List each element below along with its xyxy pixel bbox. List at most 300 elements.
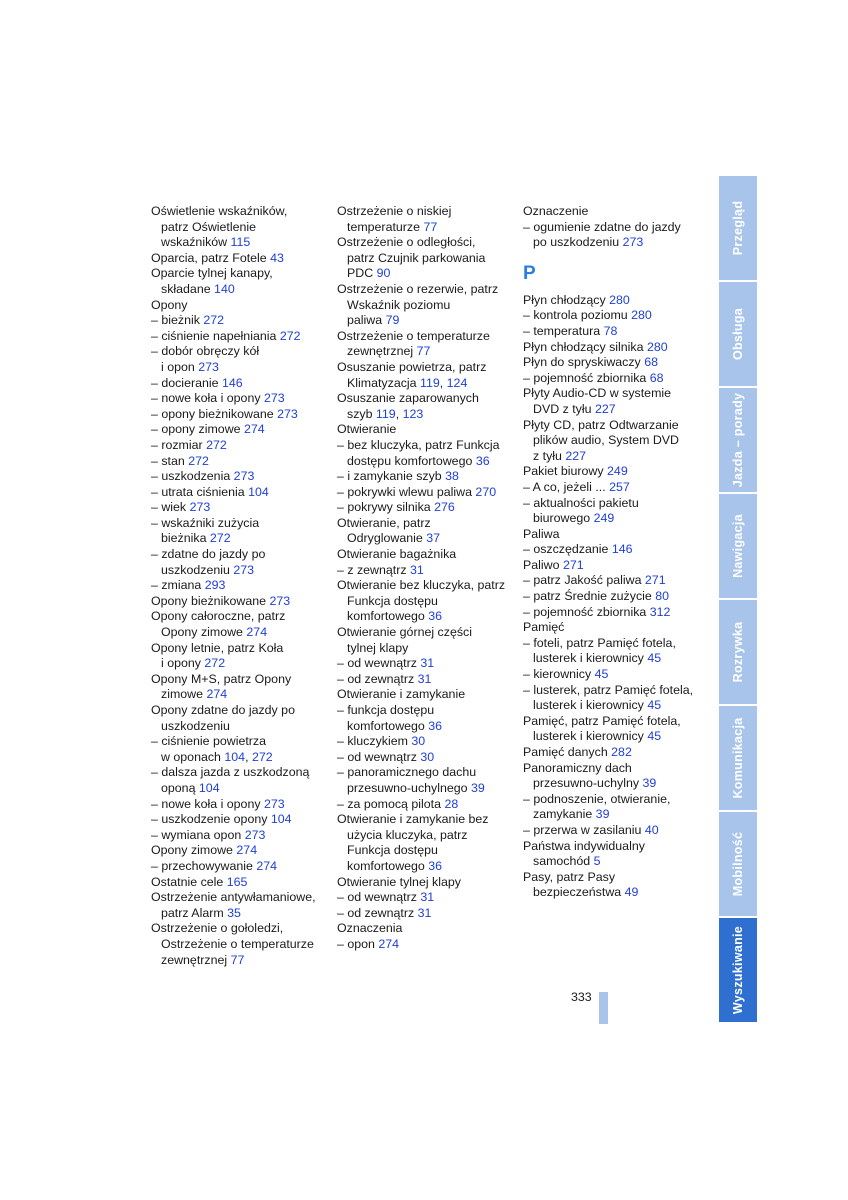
index-entry-text: lusterek i kierownicy [533, 651, 648, 666]
page-link[interactable]: 119 [375, 406, 396, 421]
index-entry-text: Ostrzeżenie o temperaturze [161, 936, 314, 951]
index-entry-text: – docieranie [151, 375, 222, 390]
index-entry-text: Panoramiczny dach [523, 760, 632, 775]
index-entry [337, 391, 515, 407]
page-link[interactable]: 77 [423, 219, 438, 234]
index-entry [523, 776, 708, 792]
index-entry-text: Opony zimowe [161, 625, 247, 640]
index-entry-text: – patrz Średnie zużycie [523, 589, 656, 604]
page-link[interactable]: 273 [198, 359, 219, 374]
index-entry-text: lusterek i kierownicy [533, 698, 648, 713]
index-entry [523, 527, 708, 543]
index-entry [151, 266, 329, 282]
page-link[interactable]: 273 [233, 562, 255, 577]
index-entry [337, 703, 515, 719]
index-entry-text: – wiek [151, 500, 190, 515]
index-entry [337, 376, 515, 392]
index-entry-text: przesuwno-uchylnego [347, 780, 471, 795]
sidebar-tab[interactable] [719, 812, 757, 918]
page-link[interactable]: 270 [475, 484, 497, 499]
index-entry-text: oponą [161, 780, 199, 795]
page-link[interactable]: 273 [233, 469, 255, 484]
index-entry-text: z tyłu [533, 448, 566, 463]
index-entry [337, 578, 515, 594]
index-entry [151, 703, 329, 719]
index-entry [151, 251, 329, 267]
index-entry-text: dostępu komfortowego [347, 453, 476, 468]
sidebar-tab-label: Jazda – porady [731, 392, 745, 488]
index-entry [523, 620, 708, 636]
index-entry-text: – patrz Jakość paliwa [523, 573, 645, 588]
index-entry-text: Ostrzeżenie o niskiej [337, 204, 452, 218]
page-link[interactable]: 36 [428, 609, 443, 624]
page-link[interactable]: 49 [624, 885, 639, 900]
index-entry-text: biurowego [533, 511, 594, 526]
page-link[interactable]: 274 [246, 625, 268, 640]
sidebar-tab-label: Nawigacja [731, 514, 745, 578]
index-entry-text: Pakiet biurowy [523, 464, 608, 479]
index-entry-text: zamykanie [533, 807, 596, 822]
index-entry-text: komfortowego [347, 718, 429, 733]
index-entry [151, 344, 329, 360]
index-entry [337, 859, 515, 875]
index-entry-text: temperaturze [347, 219, 424, 234]
index-entry [523, 729, 708, 745]
index-entry [151, 594, 329, 610]
index-entry [523, 433, 708, 449]
index-entry [337, 719, 515, 735]
index-entry-text: patrz Alarm [161, 905, 228, 920]
sidebar-tab[interactable] [719, 600, 757, 706]
index-entry-text: Ostrzeżenie o temperaturze [337, 328, 490, 343]
page-link[interactable]: 274 [378, 936, 400, 951]
page-link[interactable]: 39 [595, 807, 610, 822]
index-entry-text: – rozmiar [151, 437, 207, 452]
page-link[interactable]: 30 [420, 749, 435, 764]
index-entry-text: Płyn chłodzący [523, 292, 610, 307]
index-entry-text: – uszkodzenie opony [151, 812, 271, 827]
sidebar-tab-label: Przegląd [731, 200, 745, 256]
index-entry [523, 402, 708, 418]
index-entry-text: Wskaźnik poziomu [347, 297, 451, 312]
page-link[interactable]: 274 [206, 687, 228, 702]
page-link[interactable]: 280 [631, 308, 652, 323]
index-entry-text: Otwieranie [337, 422, 397, 437]
page-link[interactable]: 293 [204, 578, 226, 593]
page-link[interactable]: 124 [446, 375, 468, 390]
index-entry [337, 672, 515, 688]
index-entry [151, 750, 329, 766]
page-link[interactable]: 274 [256, 858, 278, 873]
page-link[interactable]: 43 [270, 250, 284, 265]
index-entry [337, 641, 515, 657]
page-link[interactable]: 140 [214, 281, 235, 296]
index-entry [523, 558, 708, 574]
page-link[interactable]: 78 [603, 323, 618, 338]
index-entry-text: Ostrzeżenie o gołoledzi, [151, 921, 284, 936]
page-link[interactable]: 274 [243, 422, 265, 437]
page-link[interactable]: 36 [428, 718, 443, 733]
index-entry-text: uszkodzeniu [161, 718, 230, 733]
page-link[interactable]: 36 [475, 453, 490, 468]
page-link[interactable]: 104 [248, 484, 269, 499]
index-entry-text: – pokrywy silnika [337, 500, 435, 515]
sidebar-tab[interactable] [719, 918, 757, 1024]
page-link[interactable]: 39 [642, 776, 657, 791]
index-entry-text: – ogumienie zdatne do jazdy [523, 219, 681, 234]
page-link[interactable]: 115 [230, 235, 251, 250]
index-entry [523, 573, 708, 589]
index-entry-text: DVD z tyłu [533, 401, 595, 416]
index-entry-text: – zmiana [151, 578, 205, 593]
index-entry [523, 220, 708, 236]
chapter-sidebar [719, 176, 757, 1024]
page-link[interactable]: 45 [647, 651, 662, 666]
index-entry-text: – ciśnienie napełniania [151, 328, 280, 343]
index-entry-text: – od wewnątrz [337, 656, 421, 671]
page-link[interactable]: 257 [609, 479, 630, 494]
index-entry-text: i opon [161, 359, 199, 374]
index-entry-text: Płyn do spryskiwaczy [523, 355, 645, 370]
page-link[interactable]: 274 [236, 843, 258, 858]
index-entry [337, 235, 515, 251]
index-entry [151, 719, 329, 735]
index-entry-text: bezpieczeństwa [533, 885, 625, 900]
page-link[interactable]: 146 [221, 375, 243, 390]
page-link[interactable]: 272 [251, 749, 273, 764]
index-entry [337, 251, 515, 267]
page-link[interactable]: 68 [644, 355, 658, 370]
page-link[interactable]: 227 [565, 448, 587, 463]
index-entry [151, 812, 329, 828]
page-link[interactable]: 273 [277, 406, 298, 421]
index-entry-text: – wskaźniki zużycia [151, 515, 260, 530]
index-entry-text: – dalsza jazda z uszkodzoną [151, 765, 310, 780]
index-entry [337, 609, 515, 625]
index-entry-text: patrz Oświetlenie [161, 219, 257, 234]
index-column-2 [337, 204, 515, 953]
index-entry [523, 761, 708, 777]
index-entry-text: Ostrzeżenie o rezerwie, patrz [337, 281, 499, 296]
page-link[interactable]: 31 [420, 890, 435, 905]
index-entry-text: – kluczykiem [337, 734, 412, 749]
index-entry [337, 890, 515, 906]
page-link[interactable]: 30 [411, 734, 426, 749]
index-entry [151, 781, 329, 797]
index-entry [523, 235, 708, 251]
index-entry [151, 625, 329, 641]
index-entry-text: Klimatyzacja [347, 375, 420, 390]
page-link[interactable]: 123 [402, 406, 424, 421]
index-entry-text: zimowe [161, 687, 207, 702]
page-link[interactable]: 271 [562, 557, 584, 572]
page-link[interactable]: 273 [622, 235, 644, 250]
page-link[interactable]: 272 [188, 453, 209, 468]
index-entry [337, 875, 515, 891]
index-entry-text: – nowe koła i opony [151, 391, 264, 406]
index-entry [337, 797, 515, 813]
sidebar-tab-label: Komunikacja [731, 717, 745, 799]
page-link[interactable]: 273 [263, 391, 285, 406]
page-link[interactable]: 272 [204, 656, 226, 671]
index-entry [523, 308, 708, 324]
page-link[interactable]: 104 [198, 780, 220, 795]
index-entry [337, 516, 515, 532]
index-entry [151, 438, 329, 454]
page-link[interactable]: 273 [189, 500, 211, 515]
index-entry-text: – A co, jeżeli ... [523, 479, 610, 494]
index-entry-text: – aktualności pakietu [523, 495, 639, 510]
index-entry [337, 422, 515, 438]
index-entry [151, 875, 329, 891]
page-link[interactable]: 45 [647, 698, 662, 713]
page-link[interactable]: 79 [385, 313, 400, 328]
index-entry [337, 204, 515, 220]
page-link[interactable]: 35 [227, 905, 241, 920]
index-entry [151, 329, 329, 345]
sidebar-tab[interactable] [719, 706, 757, 812]
index-entry [523, 511, 708, 527]
index-entry-text: PDC [347, 266, 377, 281]
index-entry [523, 542, 708, 558]
index-entry [523, 714, 708, 730]
index-entry [337, 812, 515, 828]
index-entry-text: Pamięć, patrz Pamięć fotela, [523, 713, 681, 728]
index-entry-text: Odryglowanie [347, 531, 427, 546]
page-link[interactable]: 280 [646, 339, 668, 354]
index-entry-text: – od zewnątrz [337, 671, 418, 686]
index-entry [151, 204, 329, 220]
page-link[interactable]: 104 [270, 812, 292, 827]
page-link[interactable]: 272 [206, 437, 227, 452]
index-entry [337, 313, 515, 329]
index-entry [151, 906, 329, 922]
index-entry-text: Oświetlenie wskaźników, [151, 204, 288, 218]
index-entry [337, 781, 515, 797]
index-entry [151, 937, 329, 953]
page-link[interactable]: 39 [470, 780, 485, 795]
index-entry-text: po uszkodzeniu [533, 235, 623, 250]
page-link[interactable]: 31 [410, 562, 424, 577]
index-entry [337, 937, 515, 953]
index-entry-text: – panoramicznego dachu [337, 765, 477, 780]
page-link[interactable]: 249 [607, 464, 628, 479]
index-entry-text: samochód [533, 854, 594, 869]
index-entry-text: zewnętrznej [161, 952, 231, 967]
index-entry-text: – przechowywanie [151, 858, 257, 873]
page-link[interactable]: 31 [417, 905, 432, 920]
index-entry-text: – od wewnątrz [337, 749, 421, 764]
sidebar-tab[interactable] [719, 176, 757, 282]
page-link[interactable]: 272 [209, 531, 231, 546]
page-link[interactable]: 5 [593, 854, 601, 869]
index-entry-text: Państwa indywidualny [523, 838, 645, 853]
index-entry-text: Otwieranie górnej części [337, 625, 472, 640]
page-link[interactable]: 90 [376, 266, 391, 281]
page-link[interactable]: 273 [263, 796, 285, 811]
page-link[interactable]: 80 [655, 589, 670, 604]
index-entry-text: – przerwa w zasilaniu [523, 822, 645, 837]
index-entry [523, 496, 708, 512]
page-link[interactable]: 77 [416, 344, 431, 359]
index-entry [523, 745, 708, 761]
page-link[interactable]: 68 [649, 370, 664, 385]
index-entry [151, 298, 329, 314]
index-entry-text: Ostrzeżenie antywłamaniowe, [151, 890, 316, 905]
index-entry-text: Oznaczenie [523, 204, 589, 218]
index-entry [151, 843, 329, 859]
index-entry [151, 890, 329, 906]
index-entry [523, 885, 708, 901]
index-entry [151, 422, 329, 438]
index-entry [151, 391, 329, 407]
index-entry-text: – pojemność zbiornika [523, 604, 650, 619]
index-entry [523, 823, 708, 839]
index-entry [151, 531, 329, 547]
page-link[interactable]: 249 [593, 511, 615, 526]
index-entry-text: – uszkodzenia [151, 469, 234, 484]
index-entry [151, 563, 329, 579]
page-link[interactable]: 45 [647, 729, 662, 744]
index-entry [151, 376, 329, 392]
index-entry [337, 687, 515, 703]
index-entry [151, 485, 329, 501]
index-entry [523, 204, 708, 220]
index-entry [523, 651, 708, 667]
page-link[interactable]: 146 [611, 542, 633, 557]
page-link[interactable]: 165 [226, 874, 248, 889]
page-number-marker [599, 992, 608, 1024]
index-entry-text: – kierownicy [523, 667, 595, 682]
index-entry-text: Otwieranie i zamykanie bez [337, 812, 489, 827]
index-entry-text: Paliwo [523, 557, 563, 572]
index-entry-text: Opony M+S, patrz Opony [151, 671, 292, 686]
page-link[interactable]: 272 [279, 328, 301, 343]
index-entry-text: Oznaczenia [337, 921, 403, 936]
index-entry [151, 859, 329, 875]
page-link[interactable]: 45 [594, 667, 609, 682]
index-entry [523, 371, 708, 387]
index-entry [337, 329, 515, 345]
page-link[interactable]: 273 [244, 827, 266, 842]
index-entry-text: – wymiana opon [151, 827, 245, 842]
index-entry [337, 921, 515, 937]
index-entry [337, 282, 515, 298]
index-entry [337, 298, 515, 314]
index-entry [151, 220, 329, 236]
index-entry-text: – pojemność zbiornika [523, 370, 650, 385]
index-entry-text: Osuszanie powietrza, patrz [337, 359, 487, 374]
index-entry [151, 469, 329, 485]
index-entry-text: – nowe koła i opony [151, 796, 264, 811]
index-entry-text: uszkodzeniu [161, 562, 234, 577]
index-entry [151, 828, 329, 844]
index-entry [523, 854, 708, 870]
index-entry [151, 407, 329, 423]
page-link[interactable]: 280 [609, 292, 630, 307]
sidebar-tab[interactable] [719, 282, 757, 388]
index-entry-text: Otwieranie tylnej klapy [337, 874, 461, 889]
index-entry-text: plików audio, System DVD [533, 433, 679, 448]
index-entry [151, 516, 329, 532]
index-entry-text: lusterek i kierownicy [533, 729, 648, 744]
page-link[interactable]: 272 [203, 313, 225, 328]
page-link[interactable]: 40 [644, 822, 659, 837]
index-entry [151, 547, 329, 563]
index-entry [151, 672, 329, 688]
index-entry [523, 698, 708, 714]
index-entry-text: – zdatne do jazdy po [151, 547, 266, 562]
page-link[interactable]: 276 [434, 500, 455, 515]
index-entry [151, 921, 329, 937]
index-entry [337, 625, 515, 641]
page-link[interactable]: 37 [426, 531, 440, 546]
index-entry [523, 605, 708, 621]
page-link[interactable]: 282 [611, 745, 632, 759]
index-entry-text: przesuwno-uchylny [533, 776, 643, 791]
index-entry-text: szyb [347, 406, 376, 421]
page-link[interactable]: 36 [428, 858, 443, 873]
index-entry [151, 687, 329, 703]
index-entry-separator: , [439, 375, 447, 390]
index-entry-text: – podnoszenie, otwieranie, [523, 791, 671, 806]
page-link[interactable]: 271 [644, 573, 666, 588]
index-entry-text: Otwieranie, patrz [337, 515, 431, 530]
index-entry [523, 636, 708, 652]
index-entry [337, 734, 515, 750]
index-entry-text: Pasy, patrz Pasy [523, 869, 616, 884]
index-entry [151, 953, 329, 969]
index-entry [337, 828, 515, 844]
index-entry-text: Oparcie tylnej kanapy, [151, 266, 273, 281]
page-link[interactable]: 312 [649, 604, 671, 619]
page-number: 333 [571, 990, 592, 1004]
index-entry [523, 418, 708, 434]
index-entry [337, 765, 515, 781]
index-entry-text: bieżnika [161, 531, 210, 546]
index-entry [337, 220, 515, 236]
page-link[interactable]: 77 [230, 952, 245, 967]
index-entry [337, 843, 515, 859]
page-link[interactable]: 227 [594, 401, 616, 416]
page-link[interactable]: 31 [420, 656, 435, 671]
index-entry-text: Opony [151, 297, 188, 312]
index-entry-text: w oponach [161, 749, 225, 764]
index-entry-text: – za pomocą pilota [337, 796, 445, 811]
sidebar-tab[interactable] [719, 388, 757, 494]
page-link[interactable]: 273 [269, 593, 291, 608]
index-entry-text: Otwieranie bez kluczyka, patrz [337, 578, 506, 593]
index-entry-text: – lusterek, patrz Pamięć fotela, [523, 682, 694, 697]
index-entry-text: Ostatnie cele [151, 874, 227, 889]
index-entry-separator: , [395, 406, 403, 421]
sidebar-tab[interactable] [719, 494, 757, 600]
page-link[interactable]: 104 [224, 749, 246, 764]
index-entry [337, 469, 515, 485]
index-entry [337, 500, 515, 516]
page-link[interactable]: 38 [445, 469, 459, 484]
index-entry [337, 563, 515, 579]
page-link[interactable]: 31 [417, 671, 432, 686]
index-entry [523, 480, 708, 496]
index-entry [151, 500, 329, 516]
index-entry-text: – opony bieżnikowane [151, 406, 278, 421]
sidebar-tab-label: Wyszukiwanie [731, 925, 745, 1015]
page-link[interactable]: 119 [420, 375, 440, 390]
index-entry-text: paliwa [347, 313, 386, 328]
page-link[interactable]: 28 [444, 796, 459, 811]
sidebar-tab-label: Obsługa [731, 307, 745, 361]
